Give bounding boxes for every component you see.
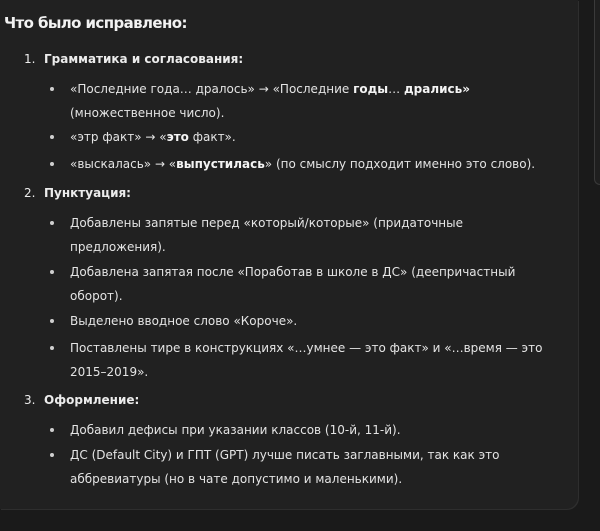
bullet-icon — [50, 221, 54, 225]
list-item — [50, 260, 560, 308]
bullet-icon — [50, 87, 54, 91]
bullet-icon — [50, 270, 54, 274]
bullet-icon — [50, 346, 54, 350]
section-title: Грамматика и согласования: — [44, 52, 244, 66]
list-item — [50, 77, 560, 125]
list-item-text: «этр факт» → «это факт». — [70, 130, 236, 144]
side-panel-edge — [594, 0, 600, 185]
list-item — [50, 152, 560, 176]
section-title: Пунктуация: — [44, 186, 131, 200]
bullet-icon — [50, 135, 54, 139]
section-formatting-heading — [24, 393, 139, 407]
section-number: 3. — [24, 393, 36, 407]
bullet-icon — [50, 453, 54, 457]
list-item-text: Добавлена запятая после «Поработав в школе в ДС» (деепричастный оборот). — [70, 265, 516, 303]
list-item — [50, 125, 560, 149]
list-item-text: Добавил дефисы при указании классов (10-й, 11-й). — [70, 423, 401, 437]
list-item-text: Добавлены запятые перед «который/которые» (придаточные предложения). — [70, 216, 463, 254]
list-item-text: ДС (Default City) и ГПТ (GPT) лучше писать заглавными, так как это аббревиатуры (но в чате допустимо и маленькими). — [70, 448, 500, 486]
list-item-text: Поставлены тире в конструкциях «…умнее — это факт» и «…время — это 2015–2019». — [70, 341, 543, 379]
section-number: 1. — [24, 52, 36, 66]
list-item — [50, 418, 560, 442]
bullet-icon — [50, 319, 54, 323]
list-item-text: «выскалась» → «выпустилась» (по смыслу подходит именно это слово). — [70, 157, 536, 171]
bullet-icon — [50, 428, 54, 432]
message-heading: Что было исправлено: — [4, 14, 187, 32]
section-number: 2. — [24, 186, 36, 200]
list-item-text: «Последние года… дралось» → «Последние годы… дрались» (множественное число). — [70, 82, 471, 120]
section-grammar-heading — [24, 52, 243, 66]
list-item-text: Выделено вводное слово «Короче». — [70, 314, 298, 328]
list-item — [50, 211, 560, 259]
bullet-icon — [50, 162, 54, 166]
section-title: Оформление: — [44, 393, 140, 407]
list-item — [50, 336, 560, 384]
list-item — [50, 443, 560, 491]
list-item — [50, 309, 560, 333]
section-punctuation-heading — [24, 186, 131, 200]
